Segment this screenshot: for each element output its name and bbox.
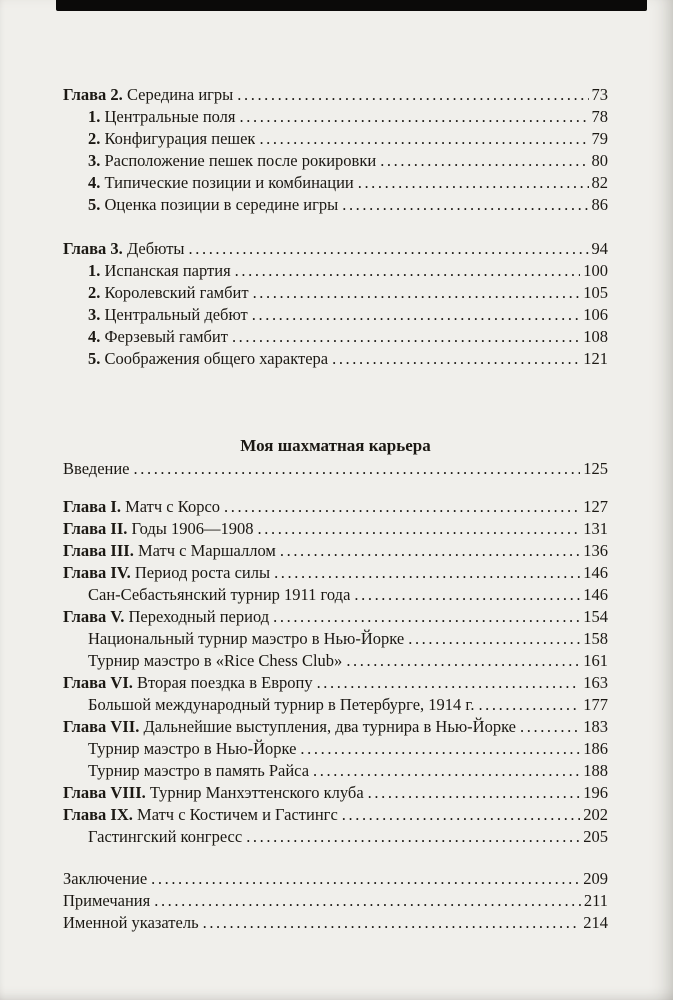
toc-entry-page: 154 (583, 607, 608, 626)
dot-leader (203, 912, 581, 934)
toc-entry-label (88, 738, 296, 760)
dot-leader (408, 628, 580, 650)
dot-leader (246, 826, 580, 848)
toc-entry-page: 183 (583, 717, 608, 736)
toc-entry-title: Большой международный турнир в Петербурге, 1914 г. (88, 695, 475, 714)
dot-leader (154, 890, 581, 912)
toc-entry (63, 868, 608, 890)
toc-entry (63, 760, 608, 782)
toc-entry-page: 188 (583, 761, 608, 780)
toc-entry-page: 205 (583, 827, 608, 846)
toc-entry-label (88, 826, 242, 848)
dot-leader (380, 150, 588, 172)
toc-entry-title: Матч с Маршаллом (133, 541, 276, 560)
toc-entry (63, 672, 608, 694)
toc-entry-number: Глава 3. (63, 239, 123, 258)
toc-entry-title: Королевский гамбит (100, 283, 249, 302)
toc-entry-number: 5. (88, 349, 101, 368)
dot-leader (274, 562, 580, 584)
toc-entry-title: Конфигурация пешек (100, 129, 256, 148)
toc-entry (63, 238, 608, 260)
section-heading: Моя шахматная карьера (240, 436, 431, 455)
toc-entry-label (63, 84, 233, 106)
toc-entry-page: 80 (591, 151, 608, 170)
toc-entry-label (63, 540, 276, 562)
section-gap (63, 216, 608, 238)
toc-entry-page: 146 (583, 585, 608, 604)
toc-entry (63, 260, 608, 282)
dot-leader (280, 540, 580, 562)
toc-entry (63, 584, 608, 606)
toc-entry-title: Примечания (63, 891, 151, 910)
toc-entry-page: 186 (583, 739, 608, 758)
toc-entry (63, 518, 608, 540)
toc-entry-label (63, 804, 338, 826)
toc-entry-label (88, 326, 228, 348)
toc-entry-label (88, 282, 249, 304)
toc-entry (63, 540, 608, 562)
toc-entry-number: Глава IX. (63, 805, 133, 824)
toc-entry-label (88, 584, 350, 606)
toc-entry-label (88, 260, 231, 282)
dot-leader (300, 738, 580, 760)
toc-entry-number: Глава I. (63, 497, 121, 516)
toc-entry-title: Матч с Костичем и Гастингс (132, 805, 338, 824)
toc-entry (63, 650, 608, 672)
dot-leader (259, 128, 588, 150)
dot-leader (253, 282, 581, 304)
toc-entry-title: Середина игры (122, 85, 234, 104)
scan-artifact-bar (56, 0, 647, 11)
section-gap (63, 370, 608, 434)
toc-entry-title: Турнир маэстро в память Райса (88, 761, 310, 780)
toc-entry-title: Именной указатель (63, 913, 199, 932)
toc-entry-title: Гастингский конгресс (88, 827, 243, 846)
toc-entry-page: 73 (591, 85, 608, 104)
toc-entry-label (63, 458, 130, 480)
toc-entry-page: 86 (591, 195, 608, 214)
dot-leader (358, 172, 589, 194)
toc-entry (63, 150, 608, 172)
toc-entry-page: 105 (583, 283, 608, 302)
toc-entry-title: Турнир Манхэттенского клуба (145, 783, 364, 802)
toc-entry-label (88, 348, 328, 370)
toc-entry (63, 890, 608, 912)
toc-entry-label (88, 128, 255, 150)
toc-entry (63, 826, 608, 848)
toc-entry-title: Переходный период (124, 607, 270, 626)
toc-entry (63, 84, 608, 106)
toc-entry-page: 196 (583, 783, 608, 802)
toc-entry-number: 4. (88, 173, 101, 192)
toc-entry-title: Период роста силы (130, 563, 271, 582)
toc-entry-page: 82 (591, 173, 608, 192)
toc-entry-number: Глава II. (63, 519, 128, 538)
toc-entry-page: 136 (583, 541, 608, 560)
toc-entry (63, 106, 608, 128)
toc-entry (63, 496, 608, 518)
toc-entry (63, 194, 608, 216)
toc-entry-label (63, 606, 269, 628)
dot-leader (313, 760, 580, 782)
toc-entry (63, 282, 608, 304)
toc-entry-page: 158 (583, 629, 608, 648)
toc-entry-number: Глава 2. (63, 85, 123, 104)
dot-leader (237, 84, 588, 106)
dot-leader (332, 348, 580, 370)
toc-entry-page: 94 (591, 239, 608, 258)
toc-entry-page: 146 (583, 563, 608, 582)
toc-entry-page: 211 (583, 891, 608, 910)
toc-entry-label (63, 672, 313, 694)
toc-entry-page: 106 (583, 305, 608, 324)
toc-entry-title: Соображения общего характера (100, 349, 329, 368)
dot-leader (252, 304, 580, 326)
toc-entry-label (63, 912, 199, 934)
toc-entry-page: 131 (583, 519, 608, 538)
toc-entry-number: 5. (88, 195, 101, 214)
section-gap (63, 480, 608, 496)
toc-entry-label (63, 518, 254, 540)
dot-leader (134, 458, 581, 480)
dot-leader (258, 518, 581, 540)
dot-leader (151, 868, 580, 890)
dot-leader (354, 584, 580, 606)
toc-entry (63, 912, 608, 934)
toc-entry-number: 3. (88, 305, 101, 324)
toc-entry-number: Глава IV. (63, 563, 131, 582)
toc-entry-page: 163 (583, 673, 608, 692)
toc-entry-page: 125 (583, 459, 608, 478)
toc-entry-label (88, 304, 248, 326)
dot-leader (189, 238, 589, 260)
toc-entry-page: 78 (591, 107, 608, 126)
dot-leader (346, 650, 580, 672)
section-gap (63, 848, 608, 868)
toc-entry (63, 348, 608, 370)
toc-entry-title: Годы 1906—1908 (127, 519, 254, 538)
toc-entry-page: 108 (583, 327, 608, 346)
toc-entry-title: Типические позиции и комбинации (100, 173, 354, 192)
toc-entry-title: Дебюты (122, 239, 185, 258)
toc-entry-label (63, 238, 185, 260)
toc-entry (63, 804, 608, 826)
toc-entry-number: 4. (88, 327, 101, 346)
toc-entry-label (63, 782, 364, 804)
toc-entry (63, 458, 608, 480)
dot-leader (342, 804, 580, 826)
toc-entry-number: Глава VII. (63, 717, 140, 736)
toc-entry-label (88, 760, 309, 782)
dot-leader (317, 672, 581, 694)
toc-entry-label (63, 868, 147, 890)
toc-entry-number: 3. (88, 151, 101, 170)
toc-entry-label (63, 890, 150, 912)
toc-entry-title: Турнир маэстро в «Rice Chess Club» (88, 651, 343, 670)
dot-leader (232, 326, 580, 348)
toc-entry-label (63, 716, 516, 738)
dot-leader (235, 260, 581, 282)
toc-entry-number: 1. (88, 261, 101, 280)
toc-entry (63, 326, 608, 348)
toc-entry-page: 161 (583, 651, 608, 670)
toc-entry-page: 121 (583, 349, 608, 368)
toc-entry-number: 2. (88, 129, 101, 148)
toc-entry-label (88, 106, 236, 128)
dot-leader (240, 106, 589, 128)
toc-entry-label (88, 694, 474, 716)
toc-entry (63, 716, 608, 738)
toc-entry-title: Центральные поля (100, 107, 236, 126)
toc-entry-number: Глава III. (63, 541, 134, 560)
toc-entry-page: 127 (583, 497, 608, 516)
toc-entry (63, 694, 608, 716)
toc-entry (63, 172, 608, 194)
toc-entry-title: Заключение (63, 869, 148, 888)
toc-entry-title: Дальнейшие выступления, два турнира в Нью-Йорке (139, 717, 517, 736)
toc-entry-page: 214 (583, 913, 608, 932)
dot-leader (478, 694, 580, 716)
dot-leader (520, 716, 580, 738)
toc-entry-label (88, 650, 342, 672)
toc-entry-label (88, 172, 354, 194)
toc-entry-label (88, 150, 376, 172)
dot-leader (368, 782, 581, 804)
dot-leader (273, 606, 580, 628)
toc-entry-label (88, 628, 404, 650)
toc-entry (63, 738, 608, 760)
toc-entry-title: Введение (63, 459, 130, 478)
toc-entry-number: Глава VI. (63, 673, 133, 692)
toc-entry-page: 177 (583, 695, 608, 714)
toc-entry (63, 304, 608, 326)
toc-entry (63, 606, 608, 628)
toc-entry-title: Национальный турнир маэстро в Нью-Йорке (88, 629, 405, 648)
toc-entry-label (88, 194, 338, 216)
toc-entry-number: 2. (88, 283, 101, 302)
dot-leader (224, 496, 580, 518)
toc-entry-title: Вторая поездка в Европу (132, 673, 313, 692)
toc-entry-title: Матч с Корсо (120, 497, 221, 516)
toc-entry-page: 79 (591, 129, 608, 148)
toc-entry-title: Расположение пешек после рокировки (100, 151, 377, 170)
toc-entry-page: 100 (583, 261, 608, 280)
dot-leader (342, 194, 588, 216)
toc-entry-title: Турнир маэстро в Нью-Йорке (88, 739, 297, 758)
toc-entry-title: Центральный дебют (100, 305, 248, 324)
toc-entry-page: 202 (583, 805, 608, 824)
toc-entry-title: Сан-Себастьянский турнир 1911 года (88, 585, 351, 604)
toc-entry-title: Оценка позиции в середине игры (100, 195, 339, 214)
toc-entry-title: Ферзевый гамбит (100, 327, 228, 346)
toc-entry-number: Глава V. (63, 607, 125, 626)
toc-entry-number: Глава VIII. (63, 783, 146, 802)
toc-entry (63, 562, 608, 584)
toc-entry-label (63, 496, 220, 518)
table-of-contents (63, 84, 608, 934)
toc-entry-number: 1. (88, 107, 101, 126)
toc-entry (63, 782, 608, 804)
toc-entry-title: Испанская партия (100, 261, 231, 280)
toc-entry-label (63, 562, 270, 584)
toc-entry (63, 128, 608, 150)
toc-entry (63, 628, 608, 650)
toc-entry-page: 209 (583, 869, 608, 888)
